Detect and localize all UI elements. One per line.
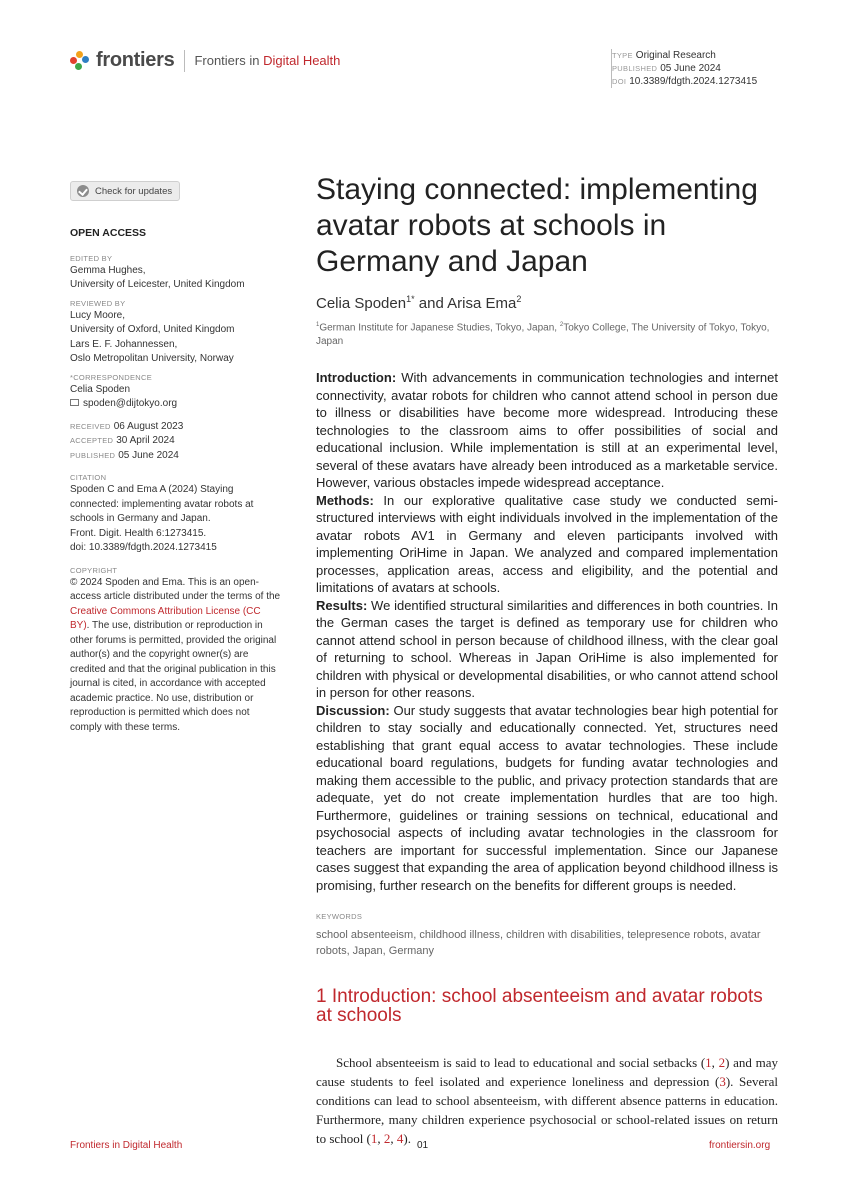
- logo-divider: [184, 50, 185, 72]
- author-affiliation-marker: 1*: [406, 294, 415, 304]
- article-dates: [70, 420, 285, 464]
- publisher-name: frontiers: [96, 49, 175, 71]
- reference-link[interactable]: 1: [705, 1055, 712, 1071]
- article-main: [316, 172, 778, 1148]
- reviewer-info: [70, 309, 285, 367]
- article-published: PUBLISHED 05 June 2024: [612, 63, 721, 74]
- citation-doi[interactable]: doi: 10.3389/fdgth.2024.1273415: [70, 542, 217, 553]
- article-type: TYPE Original Research: [612, 50, 716, 61]
- reference-link[interactable]: 2: [718, 1055, 726, 1071]
- citation-text: Spoden C and Ema A (2024) Staying connected: implementing avatar robots at schools in Germany and Japan.: [70, 484, 254, 524]
- correspondence-info: [70, 383, 285, 412]
- journal-title: Frontiers in Digital Health: [194, 53, 341, 68]
- abstract-introduction: Introduction: With advancements in communication technologies and internet connectivity, avatar robots for children who cannot attend school in person due to illness or disabilities have become more widespread. Introducing these technologies to the classroom aims to offer possibilities of social and educational inclusion. While implementation is still at an experimental level, several of these avatars have already been introduced as a marketable service. However, various obstacles impede widespread acceptance.: [316, 370, 778, 491]
- abstract-methods: Methods: In our explorative qualitative case study we conducted semi-structured interviews with eight individuals involved in the implementation of the avatar robots AV1 in Germany and eleven participants involved with implementing OriHime in Japan. We analyzed and compared implementation processes, application areas, access and eligibility, and the potential and limitations of avatars at schools.: [316, 492, 778, 596]
- article-info-sidebar: [70, 226, 285, 741]
- reviewer-name: Lucy Moore,: [70, 309, 126, 321]
- copyright-text: © 2024 Spoden and Ema. This is an open-access article distributed under the terms of the Creative Commons Attribution License (CC BY). The use, distribution or reproduction in other forums is permitted, provided the original author(s) and the copyright owner(s) are credited and that the original publication in this journal is cited, in accordance with accepted academic practice. No use, distribution or reproduction is permitted which does not comply with these terms.: [70, 576, 281, 733]
- mail-icon: [70, 399, 79, 406]
- author-name[interactable]: Arisa Ema: [447, 295, 517, 312]
- received-date: RECEIVED 06 August 2023: [70, 420, 184, 432]
- frontiers-logo-icon: [70, 51, 90, 71]
- accepted-date: ACCEPTED 30 April 2024: [70, 435, 175, 446]
- editor-affiliation: University of Leicester, United Kingdom: [70, 279, 245, 290]
- open-access-label: OPEN ACCESS: [70, 227, 147, 239]
- copyright-label: COPYRIGHT: [70, 565, 118, 575]
- reference-link[interactable]: 4: [396, 1131, 404, 1147]
- publisher-logo[interactable]: [70, 49, 340, 72]
- reviewer-affiliation: University of Oxford, United Kingdom: [70, 324, 235, 335]
- author-affiliation-marker: 2: [516, 294, 522, 304]
- check-updates-icon: [77, 185, 89, 197]
- article-meta: [611, 49, 757, 88]
- edited-by-label: EDITED BY: [70, 253, 113, 263]
- reference-link[interactable]: 1: [370, 1131, 378, 1147]
- article-title: Staying connected: implementing avatar robots at schools in Germany and Japan: [316, 173, 758, 278]
- reviewer-affiliation: Oslo Metropolitan University, Norway: [70, 353, 234, 364]
- keywords: school absenteeism, childhood illness, children with disabilities, telepresence robots, avatar robots, Japan, Germany: [316, 929, 761, 958]
- correspondence-email[interactable]: spoden@dijtokyo.org: [83, 398, 178, 409]
- citation-info: [70, 483, 280, 556]
- citation-journal: Front. Digit. Health 6:1273415.: [70, 527, 207, 539]
- body-paragraph: School absenteeism is said to lead to educational and social setbacks (1, 2) and may cause students to feel isolated and experience loneliness and depression (3). Several conditions can lead to school absenteeism, with different absence patterns in education. Furthermore, many children experience psychosocial or school-related issues on return to school (1, 2, 4).: [316, 1055, 778, 1147]
- check-updates-button[interactable]: [70, 181, 180, 201]
- affiliations: $^1$German Institute for Japanese Studies, Tokyo, Japan, $^2$Tokyo College, The University of Tokyo, Tokyo, Japan: [316, 322, 770, 348]
- abstract-results: Results: We identified structural similarities and differences in both countries. In the German cases the target is defined as temporary use for children who cannot attend school in person because of childhood illness, with the clear goal of returning to school. Whereas in Japan OriHime is also implemented for children with physical or developmental disabilities, or who cannot attend school in person for other reasons.: [316, 597, 778, 701]
- license-link[interactable]: Creative Commons Attribution License (CC BY): [70, 605, 261, 631]
- section-heading: 1 Introduction: school absenteeism and avatar robots at schools: [316, 986, 763, 1027]
- correspondence-email-row[interactable]: [70, 397, 285, 412]
- check-updates-label: Check for updates: [95, 185, 173, 197]
- editor-info: [70, 264, 285, 293]
- reference-link[interactable]: 2: [383, 1131, 391, 1147]
- citation-label: CITATION: [70, 473, 107, 482]
- correspondence-label: *CORRESPONDENCE: [70, 372, 153, 382]
- reviewer-name: Lars E. F. Johannessen,: [70, 338, 178, 350]
- keywords-label: KEYWORDS: [316, 912, 363, 922]
- reviewed-by-label: REVIEWED BY: [70, 298, 126, 308]
- author-list: Celia Spoden$^{1*}$ and Arisa Ema$^2$: [316, 294, 522, 312]
- published-date: PUBLISHED 05 June 2024: [70, 449, 179, 461]
- author-name[interactable]: Celia Spoden: [316, 295, 407, 312]
- footer-journal[interactable]: Frontiers in Digital Health: [70, 1140, 183, 1151]
- page-number: 01: [417, 1140, 429, 1151]
- editor-name: Gemma Hughes,: [70, 264, 146, 276]
- reference-link[interactable]: 3: [719, 1074, 726, 1090]
- abstract: [316, 369, 778, 894]
- footer-site-link[interactable]: frontiersin.org: [709, 1140, 771, 1151]
- article-doi[interactable]: DOI 10.3389/fdgth.2024.1273415: [612, 76, 758, 87]
- correspondence-name: Celia Spoden: [70, 383, 131, 395]
- abstract-discussion: Discussion: Our study suggests that avatar technologies bear high potential for children to stay socially and educationally connected. Yet, structures need establishing that grant equal access to avatar technologies. These include educational board regulations, budgets for funding avatar technologies and making them accessible to the public, and privacy protection standards that are adequate, yet do not create implementation hurdles that are too high. Furthermore, guidelines or training sessions on technical, educational and psychosocial aspects of including avatar technologies in the classroom for teachers are important for successful implementation. Since our Japanese cases suggest that expanding the area of application beyond childhood illness is promising, further research on the benefits for different groups is needed.: [316, 702, 778, 893]
